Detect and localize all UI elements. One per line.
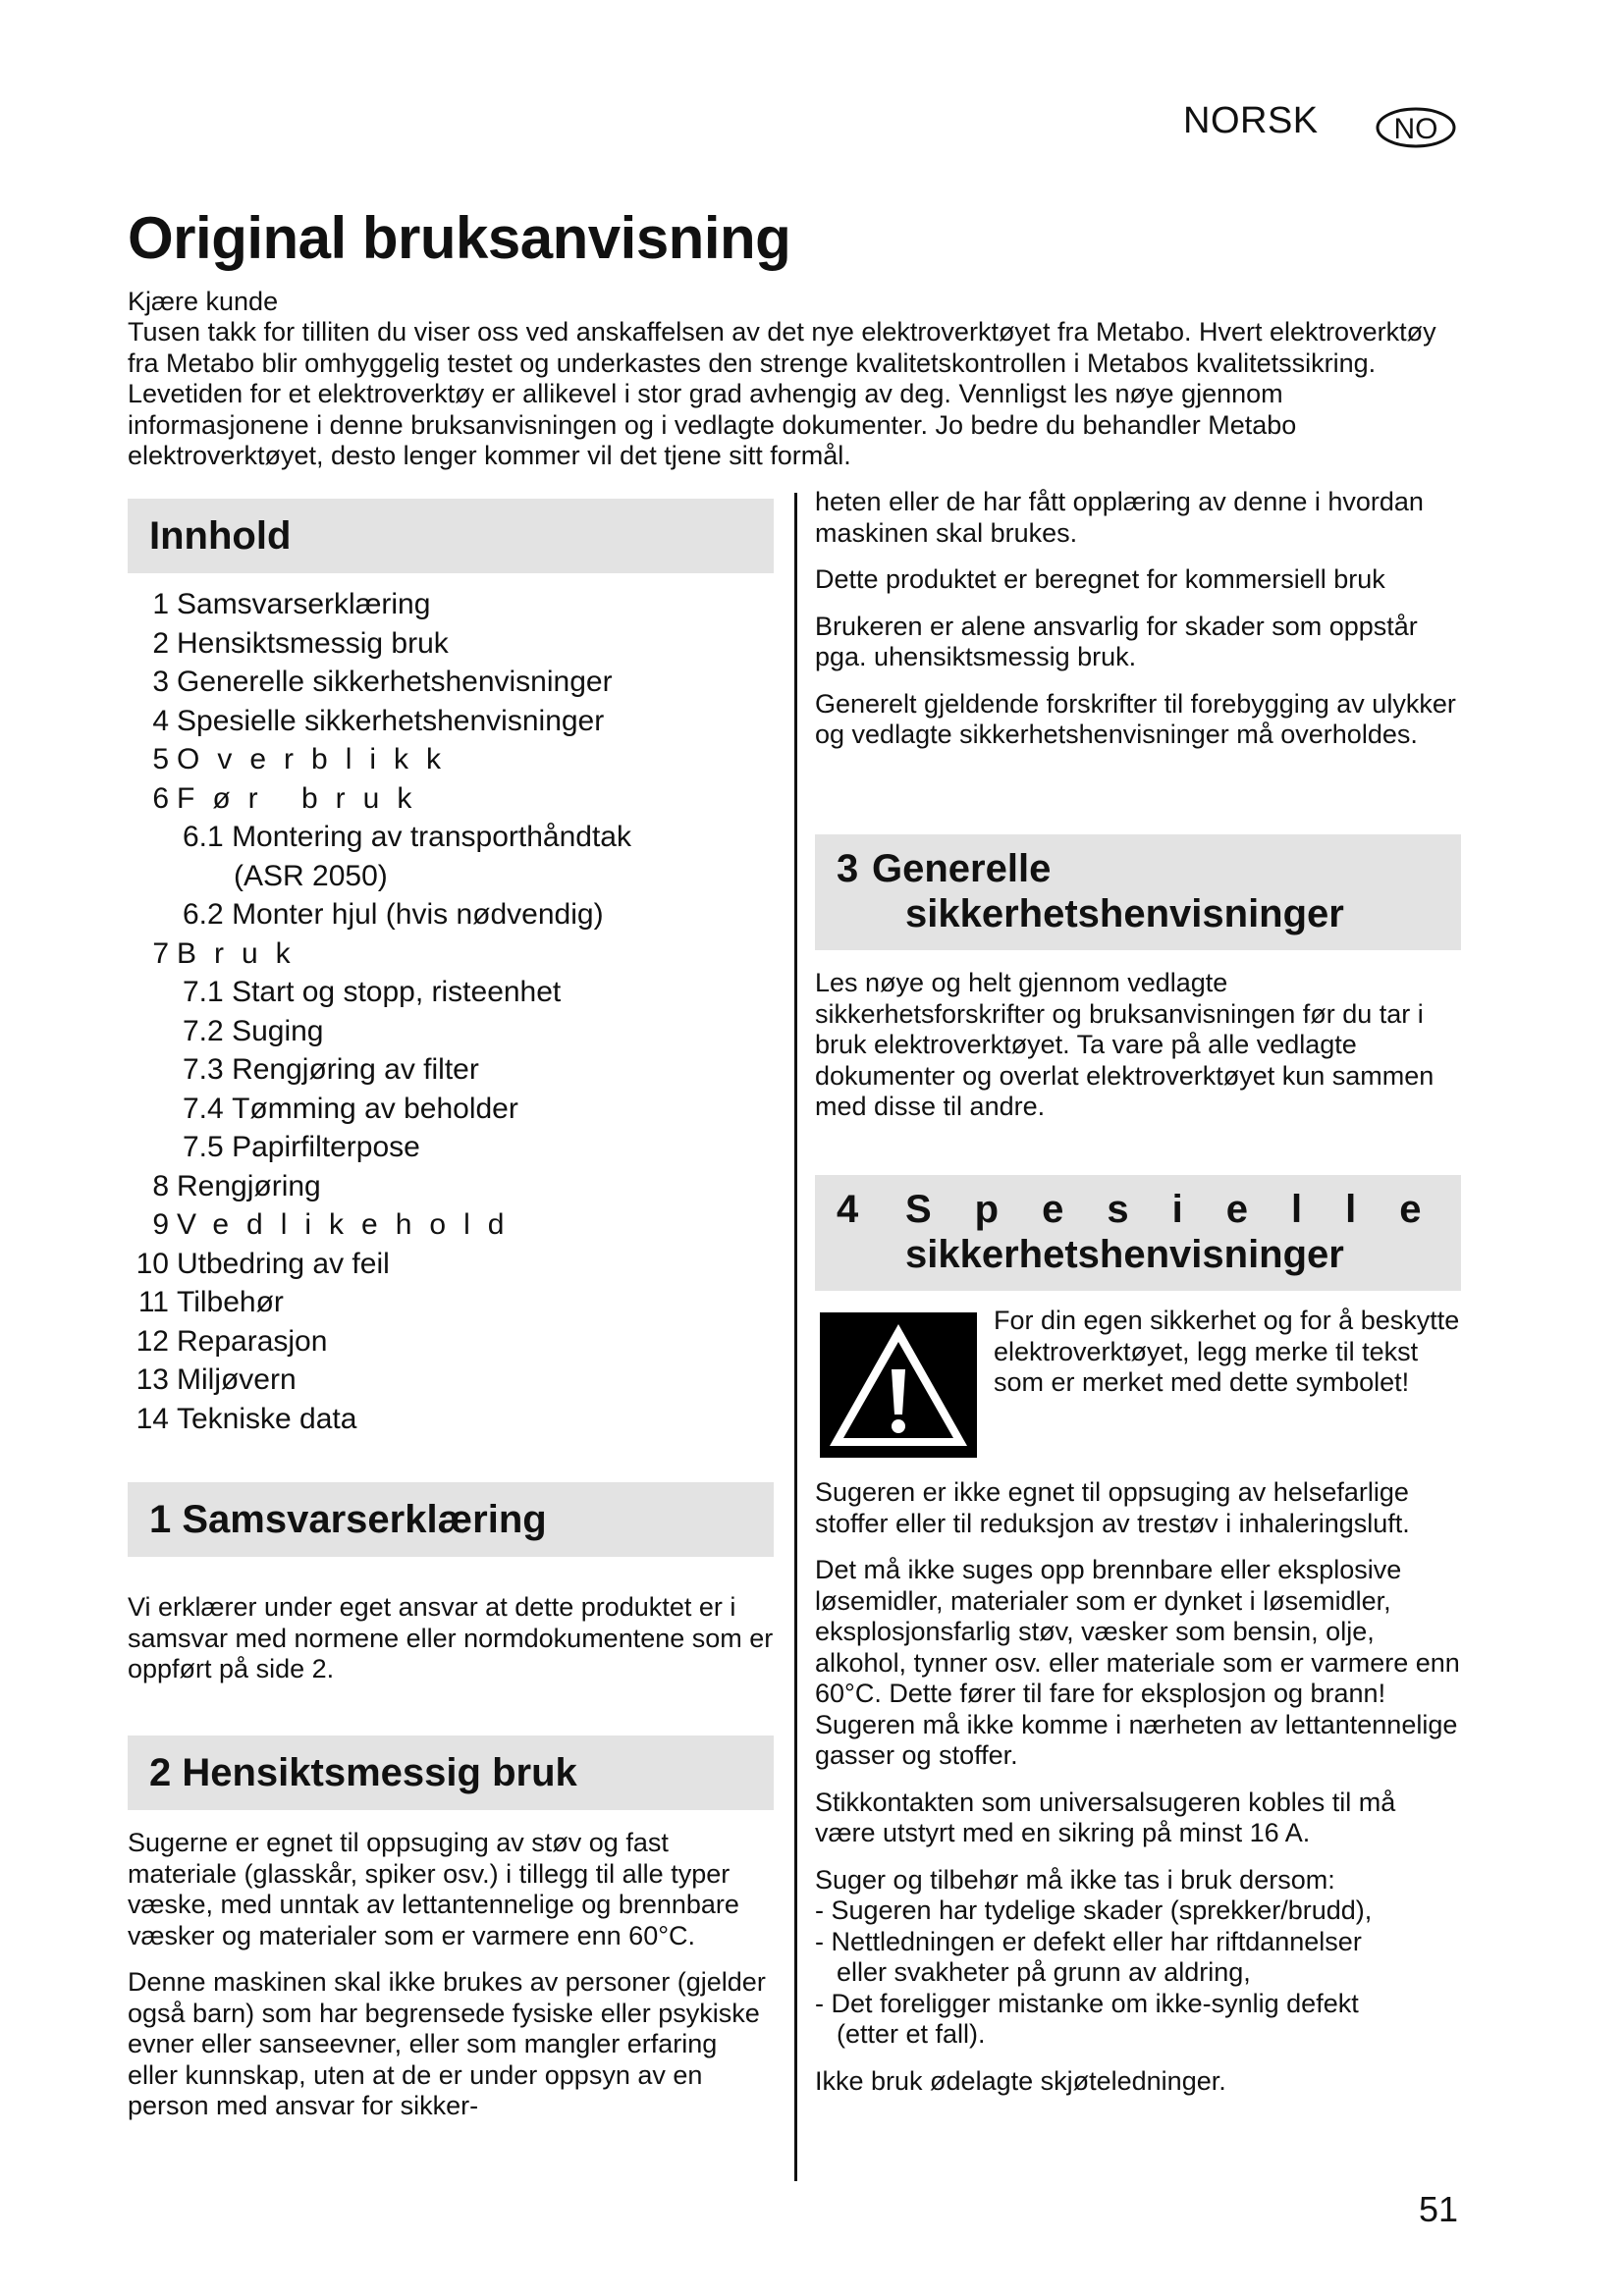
- section-3-text: Les nøye og helt gjennom vedlagte sikkerhetsforskrifter og bruksanvisningen før du tar i bruk elektroverktøyet. Ta vare på alle vedlagte dokumenter og overlat elektroverktøyet kun sammen med disse til andre.: [815, 968, 1435, 1121]
- section-2-paragraph: Denne maskinen skal ikke brukes av personer (gjelder også barn) som har begrensede fysiske eller psykiske evner eller sanseevner, eller som mangler erfaring eller kunnskap, uten at de er under oppsyn av en person med ansvar for sikker-: [128, 1967, 766, 2120]
- toc-item[interactable]: 4 Spesielle sikkerhetshenvisninger: [152, 704, 605, 737]
- section-1-body: [128, 1592, 774, 1685]
- toc-subitem[interactable]: 6.1 Montering av transporthåndtak: [183, 821, 631, 853]
- toc-item[interactable]: 9 Vedlikehold: [152, 1208, 522, 1241]
- greeting: Kjære kunde: [128, 287, 279, 316]
- section-4-title-line1: Spesielle: [905, 1188, 1465, 1231]
- language-badge-text: NO: [1393, 113, 1438, 145]
- toc-item[interactable]: 6 Før bruk: [152, 781, 430, 815]
- section-4-heading: [815, 1175, 1465, 1291]
- intro-text: Tusen takk for tilliten du viser oss ved anskaffelsen av det nye elektroverktøyet fra Metabo. Hvert elektroverktøy fra Metabo blir omhyggelig testet og underkastes den strenge kvalitetskontrollen i Metabos kvalitetssikring. Levetiden for et elektroverktøy er allikevel i stor grad avhengig av deg. Vennligst les nøye gjennom informasjonene i denne bruksanvisningen og i vedlagte dokumenter. Jo bedre du behandler Metabo elektroverktøyet, desto lenger kommer vil det tjene sitt formål.: [128, 317, 1436, 470]
- section-4-paragraph: Suger og tilbehør må ikke tas i bruk dersom:: [815, 1864, 1335, 1895]
- section-2-paragraph: Sugerne er egnet til oppsuging av støv og fast materiale (glasskår, spiker osv.) i tillegg til alle typer væske, med unntak av lettantennelige og brennbare væsker og materialer som er varmere enn 60°C.: [128, 1828, 739, 1950]
- toc-item[interactable]: 5 Overblikk: [152, 743, 460, 775]
- toc-item[interactable]: 14 Tekniske data: [135, 1402, 357, 1435]
- toc-subitem-continuation: (ASR 2050): [234, 859, 388, 892]
- section-3-title-line1: Generelle: [872, 847, 1052, 890]
- toc-subitem[interactable]: 7.1 Start og stopp, risteenhet: [183, 976, 562, 1008]
- language-badge: [1375, 106, 1457, 149]
- toc-subitem[interactable]: 7.3 Rengjøring av filter: [183, 1053, 479, 1086]
- page-number: 51: [1419, 2189, 1459, 2229]
- section-3-title-line2: sikkerhetshenvisninger: [905, 892, 1344, 935]
- section-1-text: Vi erklærer under eget ansvar at dette produktet er i samsvar med normene eller normdokumentene som er oppført på side 2.: [128, 1592, 774, 1683]
- section-4-list-item-continuation: eller svakheter på grunn av aldring,: [837, 1957, 1251, 1987]
- toc-item[interactable]: 8 Rengjøring: [152, 1169, 321, 1202]
- toc-subitem[interactable]: 7.5 Papirfilterpose: [183, 1131, 420, 1163]
- warning-text: For din egen sikkerhet og for å beskytte elektroverktøyet, legg merke til tekst som er merket med dette symbolet!: [994, 1306, 1460, 1397]
- section-3-heading: [815, 834, 1461, 950]
- intro-paragraph: [128, 317, 1463, 472]
- section-2-paragraph-continued: heten eller de har fått opplæring av denne i hvordan maskinen skal brukes.: [815, 487, 1424, 548]
- section-4-paragraph: Stikkontakten som universalsugeren kobles til må være utstyrt med en sikring på minst 16 A.: [815, 1787, 1396, 1847]
- section-2-heading: [128, 1735, 774, 1810]
- language-label: NORSK: [1183, 100, 1319, 141]
- toc-subitem[interactable]: 7.4 Tømming av beholder: [183, 1092, 518, 1125]
- section-4-title-line2: sikkerhetshenvisninger: [905, 1233, 1344, 1276]
- section-4-paragraph: Ikke bruk ødelagte skjøteledninger.: [815, 2065, 1226, 2096]
- document-title: Original bruksanvisning: [128, 205, 791, 271]
- section-2-title: 2 Hensiktsmessig bruk: [149, 1751, 577, 1794]
- toc-item[interactable]: 1 Samsvarserklæring: [152, 588, 431, 620]
- section-2-paragraph: Generelt gjeldende forskrifter til forebygging av ulykker og vedlagte sikkerhetshenvisninger må overholdes.: [815, 688, 1456, 749]
- section-2-paragraph: Dette produktet er beregnet for kommersiell bruk: [815, 564, 1385, 594]
- table-of-contents: [128, 585, 756, 1438]
- toc-item[interactable]: 7 Bruk: [152, 936, 308, 970]
- section-3-title-number: 3: [837, 847, 859, 890]
- section-4-list-item: - Sugeren har tydelige skader (sprekker/brudd),: [815, 1896, 1373, 1925]
- toc-heading: [128, 499, 774, 573]
- column-divider: [794, 493, 797, 2181]
- toc-item[interactable]: 2 Hensiktsmessig bruk: [152, 626, 449, 660]
- section-1-title: 1 Samsvarserklæring: [149, 1498, 547, 1541]
- section-4-paragraph: Det må ikke suges opp brennbare eller eksplosive løsemidler, materialer som er dynket i løsemidler, eksplosjonsfarlig støv, væsker som bensin, olje, alkohol, tynner osv. eller materiale som er varmere enn 60°C. Dette fører til fare for eksplosjon og brann! Sugeren må ikke komme i nærheten av lettantennelige gasser og stoffer.: [815, 1555, 1460, 1770]
- warning-note: [994, 1306, 1461, 1399]
- toc-item[interactable]: 10 Utbedring av feil: [135, 1247, 390, 1280]
- section-2-paragraph: Brukeren er alene ansvarlig for skader som oppstår pga. uhensiktsmessig bruk.: [815, 611, 1418, 671]
- section-4-body: [815, 1477, 1461, 2097]
- section-1-heading: [128, 1482, 774, 1557]
- section-3-body: [815, 968, 1461, 1123]
- section-4-paragraph: Sugeren er ikke egnet til oppsuging av helsefarlige stoffer eller til reduksjon av trestøv i inhaleringsluft.: [815, 1477, 1410, 1538]
- toc-item[interactable]: 12 Reparasjon: [135, 1324, 328, 1358]
- toc-subitem[interactable]: 6.2 Monter hjul (hvis nødvendig): [183, 898, 604, 931]
- section-4-list-item: - Det foreligger mistanke om ikke-synlig defekt: [815, 1988, 1359, 2018]
- section-4-list-item-continuation: (etter et fall).: [837, 2019, 986, 2049]
- section-2-continued: [815, 487, 1461, 751]
- toc-item[interactable]: 11 Tilbehør: [137, 1286, 284, 1318]
- section-4-list-item: - Nettledningen er defekt eller har riftdannelser: [815, 1926, 1362, 1956]
- section-4-title-number: 4: [837, 1188, 859, 1231]
- section-2-body: [128, 1828, 774, 2122]
- warning-icon: [820, 1312, 977, 1458]
- toc-heading-text: Innhold: [149, 514, 292, 558]
- toc-item[interactable]: 3 Generelle sikkerhetshenvisninger: [152, 666, 613, 698]
- toc-subitem[interactable]: 7.2 Suging: [183, 1014, 324, 1047]
- toc-item[interactable]: 13 Miljøvern: [135, 1363, 297, 1396]
